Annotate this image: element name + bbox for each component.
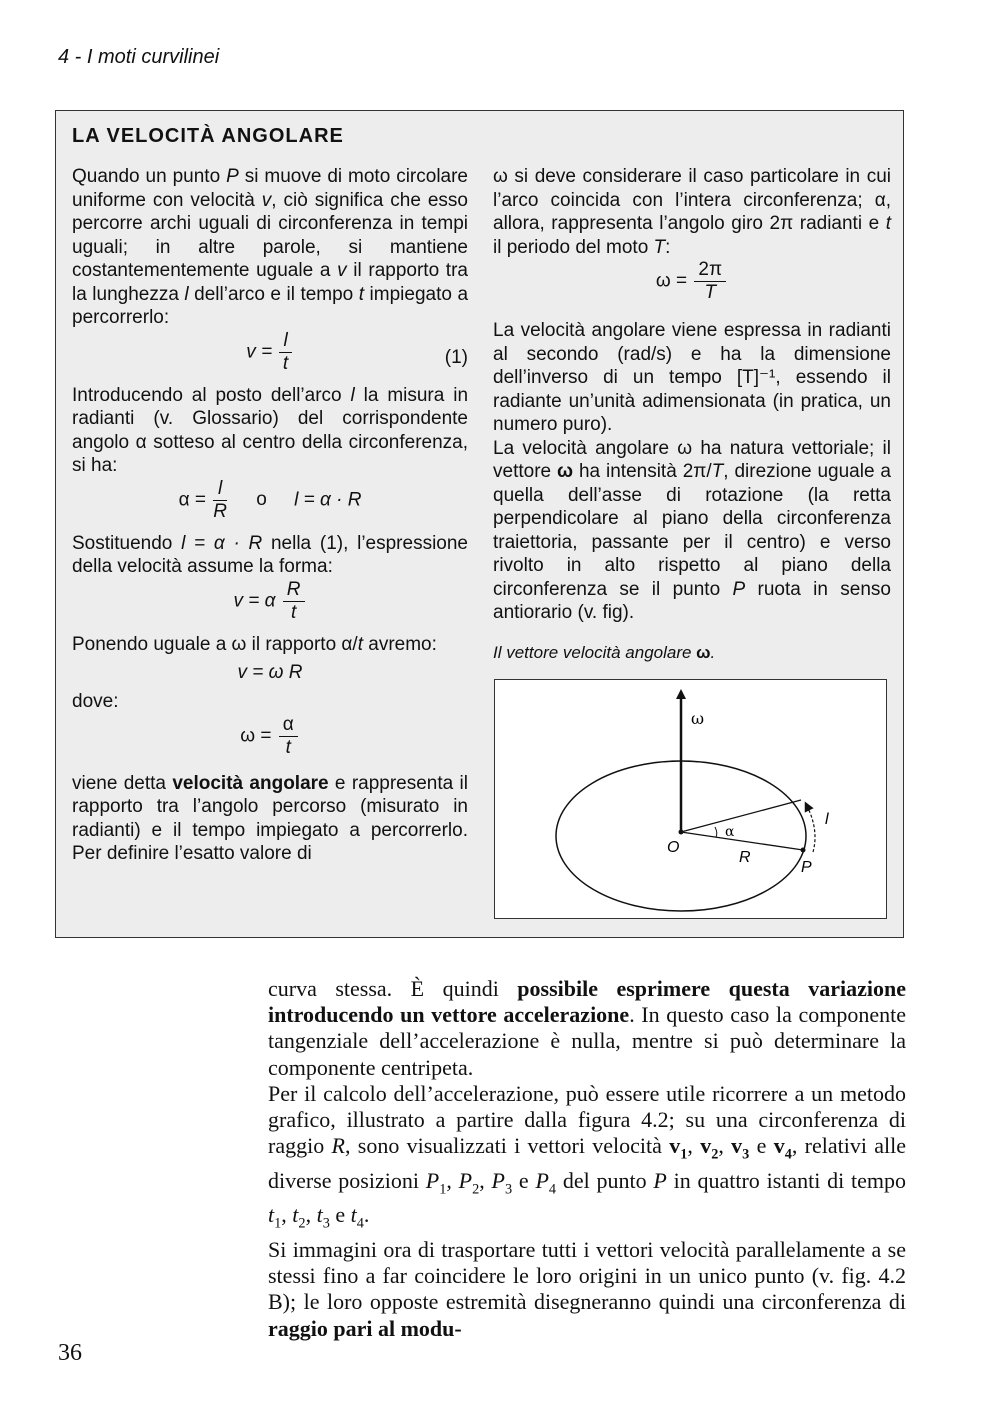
label-P: P xyxy=(801,859,812,876)
body-paragraph-3: Si immagini ora di trasportare tutti i vettori velocità parallelamente a se stessi fino a far coincidere le loro origini in un unico punto (v. fig. 4.2 B); le loro opposte estremità disegneranno quindi una circonferenza di raggio pari al modu- xyxy=(268,1237,906,1341)
figure-svg xyxy=(495,680,886,918)
left-paragraph-6: viene detta velocità angolare e rappresenta il rapporto tra l’angolo percorso (misurato in radianti) e il tempo impiegato a percorrerlo. Per definire l’esatto valore di xyxy=(72,772,468,864)
equation-1: v = $\frac{l}{t}$ (1) xyxy=(246,329,468,374)
equation-3: v = α $\frac{R}{t}$ xyxy=(72,579,468,633)
left-paragraph-1: Quando un punto P si muove di moto circolare uniforme con velocità v, ciò significa che esso percorre archi uguali di circonferenza in tempi uguali; in altre parole, si mantiene costantementemente uguale a v il rapporto tra la lunghezza l dell’arco e il tempo t impiegato a percorrerlo: xyxy=(72,166,469,328)
label-R: R xyxy=(739,849,751,866)
running-head: 4 - I moti curvilinei xyxy=(58,46,220,68)
angular-velocity-figure xyxy=(494,679,887,919)
page-number: 36 xyxy=(58,1340,82,1366)
equation-2: α = $\frac{l}{R}$ o l = α · R xyxy=(178,477,362,522)
equation-1-label: (1) xyxy=(444,346,468,368)
sidebar-box xyxy=(55,110,904,938)
body-paragraph-2: Per il calcolo dell’accelerazione, può essere utile ricorrere a un metodo grafico, illustrato a partire dalla figura 4.2; su una circonferenza di raggio R, sono visualizzati i vettori velocità $v_1$, $v_2$, $v_3$ e $v_4$, relativi alle diverse posizioni $P_1$, $P_2$, $P_3$ e $P_4$ del punto P in quattro istanti di tempo $t_1$, $t_2$, $t_3$ e $t_4$. xyxy=(268,1080,907,1232)
radius-R xyxy=(681,832,803,850)
angle-arc xyxy=(715,827,717,837)
label-alpha: α xyxy=(725,824,735,840)
label-omega: ω xyxy=(691,709,705,728)
label-O: O xyxy=(667,839,680,856)
box-title: LA VELOCITÀ ANGOLARE xyxy=(72,125,344,147)
box-left-column xyxy=(72,165,468,866)
left-paragraph-5: dove: xyxy=(72,691,119,712)
arc-direction-arrow xyxy=(807,806,815,852)
box-right-column xyxy=(493,165,891,664)
left-paragraph-2: Introducendo al posto dell’arco l la misura in radianti (v. Glossario) del corrispondente angolo α sotteso al centro della circonferenza, si ha: xyxy=(72,384,469,476)
equation-6: ω = $\frac{2\pi}{T}$ xyxy=(493,259,891,319)
right-paragraph-3: La velocità angolare ω ha natura vettoriale; il vettore ω ha intensità 2π/T, direzione uguale a quella dell’asse di rotazione (la retta perpendicolare al piano della circonferenza traiettoria, passante per il centro) e verso rivolto in alto rispetto al piano della circonferenza se il punto P ruota in senso antiorario (v. fig). xyxy=(493,437,891,623)
point-P xyxy=(801,848,806,853)
left-paragraph-3: Sostituendo l = α · R nella (1), l’espressione della velocità assume la forma: xyxy=(72,532,468,577)
main-body-text xyxy=(268,976,906,1342)
figure-caption: Il vettore velocità angolare ω. xyxy=(493,642,716,662)
center-point-O xyxy=(679,830,684,835)
right-paragraph-1: ω si deve considerare il caso particolare in cui l’arco coincida con l’intera circonferenza; α, allora, rappresenta l’angolo giro 2π radianti e t il periodo del moto T: xyxy=(493,166,891,258)
equation-4: v = ω R xyxy=(237,662,303,683)
radius-to-start xyxy=(681,800,801,832)
right-paragraph-2: La velocità angolare viene espressa in radianti al secondo (rad/s) e ha la dimensione dell’inverso di un tempo [T]⁻¹, essendo il radiante un’unità adimensionata (in pratica, un numero puro). xyxy=(493,320,891,435)
equation-5: ω = $\frac{\alpha}{t}$ xyxy=(72,714,468,772)
label-l: l xyxy=(825,811,829,828)
left-paragraph-4: Ponendo uguale a ω il rapporto α/t avremo: xyxy=(72,633,437,655)
body-paragraph-1: curva stessa. È quindi possibile esprimere questa variazione introducendo un vettore accelerazione. In questo caso la componente tangenziale dell’accelerazione è nulla, mentre si può determinare la componente centripeta. xyxy=(268,976,906,1080)
